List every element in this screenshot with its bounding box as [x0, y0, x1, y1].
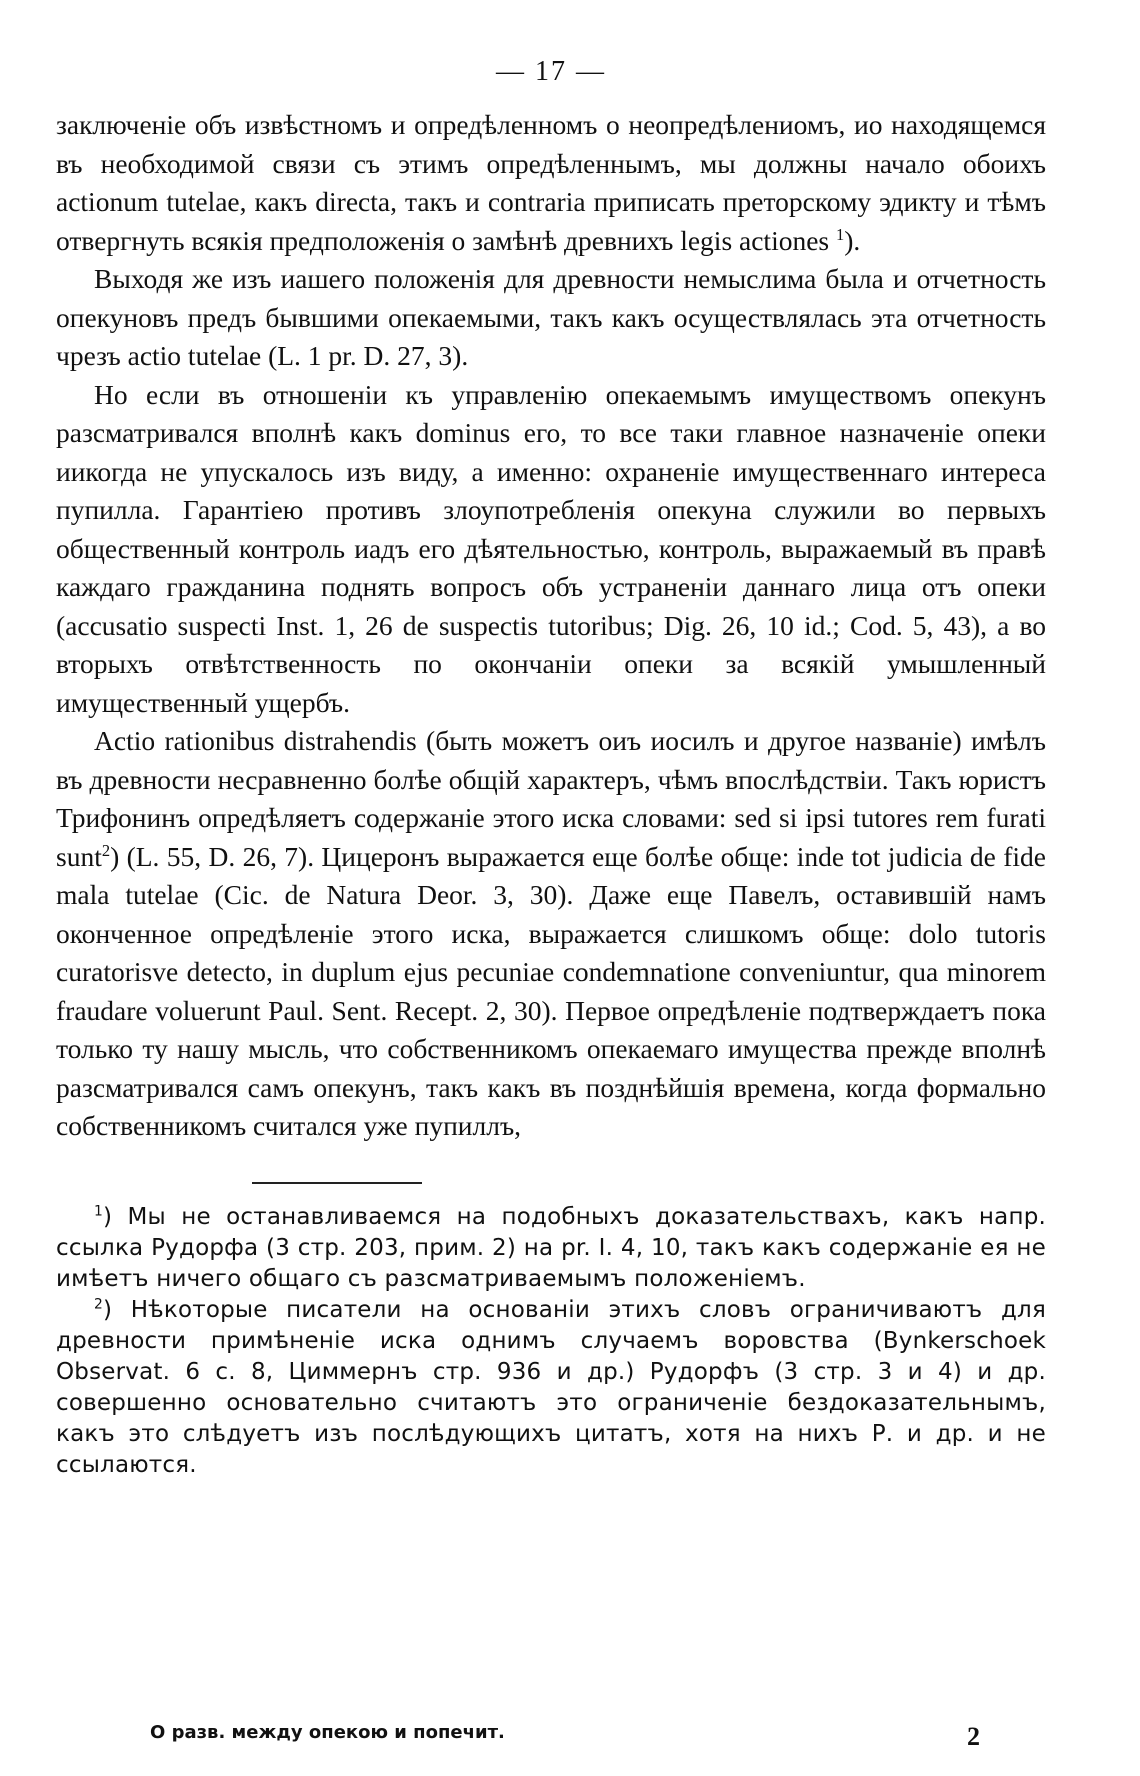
paragraph-2: [56, 260, 1046, 376]
paragraph-4: [56, 722, 1046, 1146]
paragraph-1-text: заключеніе объ извѣстномъ и опредѣленномъ о неопредѣлениомъ, ио находящемся въ необходимой связи съ этимъ опредѣленнымъ, мы должны начало обоихъ actionum tutelae, какъ directa, такъ и contraria приписать преторскому эдикту и тѣмъ отвергнуть всякія предположенія о замѣнѣ древнихъ legis actiones: [56, 109, 1046, 256]
body-text: [56, 106, 1046, 1146]
paragraph-2-text: Выходя же изъ иашего положенія для древности немыслима была и отчетность опекуновъ предъ бывшими опекаемыми, такъ какъ осуществлялась эта отчетность чрезъ actio tutelae (L. 1 pr. D. 27, 3).: [56, 263, 1046, 371]
footnotes: [56, 1202, 1046, 1481]
paragraph-4-text: Actio rationibus distrahendis (быть можетъ оиъ иосилъ и другое названіе) имѣлъ въ древности несравненно болѣе общій характеръ, чѣмъ впослѣдствіи. Такъ юристъ Трифонинъ опредѣляетъ содержаніе этого иска словами: sed si ipsi tutores rem furati sunt: [56, 725, 1046, 872]
paragraph-1-tail: ).: [844, 224, 861, 256]
footnote-2-mark: 2: [94, 1295, 103, 1312]
paragraph-3: [56, 376, 1046, 723]
footnote-2-text: ) Нѣкоторые писатели на основаніи этихъ словъ ограничиваютъ для древности примѣненіе иска однимъ случаемъ воровства (Bynkerschoek Observat. 6 c. 8, Циммернъ стр. 936 и др.) Рудорфъ (3 стр. 3 и 4) и др. совершенно основательно считаютъ это ограниченіе бездоказательнымъ, какъ это слѣдуетъ изъ послѣдующихъ цитатъ, хотя на нихъ Р. и др. и не ссылаются.: [56, 1296, 1046, 1478]
footnote-1-mark: 1: [94, 1202, 103, 1219]
page-footer: [150, 1722, 980, 1752]
footer-title: О разв. между опекою и попечит.: [150, 1722, 505, 1743]
paragraph-3-text: Но если въ отношеніи къ управленію опекаемымъ имуществомъ опекунъ разсматривался вполнѣ какъ dominus его, то все таки главное назначеніе опеки иикогда не упускалось изъ виду, а именно: охраненіе имущественнаго интереса пупилла. Гарантіею противъ злоупотребленія опекуна служили во первыхъ общественный контроль иадъ его дѣятельностью, контроль, выражаемый въ правѣ каждаго гражданина поднять вопросъ объ устраненіи даннаго лица отъ опеки (accusatio suspecti Inst. 1, 26 de suspectis tutoribus; Dig. 26, 10 id.; Cod. 5, 43), а во вторыхъ отвѣтственность по окончаніи опеки за всякій умышленный имущественный ущербъ.: [56, 378, 1046, 718]
footnote-1: [56, 1202, 1046, 1295]
footnote-1-text: ) Мы не останавливаемся на подобныхъ доказательствахъ, какъ напр. ссылка Рудорфа (3 стр. 203, прим. 2) на pr. I. 4, 10, такъ какъ содержаніе ея не имѣетъ ничего общаго съ разсматриваемымъ положеніемъ.: [56, 1203, 1046, 1292]
footnote-ref-2[interactable]: 2: [101, 840, 111, 860]
paragraph-4-tail: ) (L. 55, D. 26, 7). Цицеронъ выражается еще болѣе обще: inde tot judicia de fide mala tutelae (Cic. de Natura Deor. 3, 30). Даже еще Павелъ, оставившій намъ оконченное опредѣленіе этого иска, выражается слишкомъ обще: dolo tutoris curatorisve detecto, in duplum ejus pecuniae condemnatione conveniuntur, qua minorem fraudare voluerunt Paul. Sent. Recept. 2, 30). Первое опредѣленіе подтверждаетъ пока только ту нашу мысль, что собственникомъ опекаемаго имущества прежде вполнѣ разсматривался самъ опекунъ, такъ какъ въ позднѣйшія времена, когда формально собственникомъ считался уже пупиллъ,: [56, 840, 1046, 1141]
paragraph-1: [56, 106, 1046, 260]
footnote-divider: [252, 1182, 422, 1184]
signature-number: 2: [967, 1722, 980, 1751]
footnote-ref-1[interactable]: 1: [836, 224, 845, 244]
footnote-2: [56, 1295, 1046, 1481]
page-number: — 17 —: [496, 56, 606, 87]
document-page: [56, 56, 1046, 1481]
